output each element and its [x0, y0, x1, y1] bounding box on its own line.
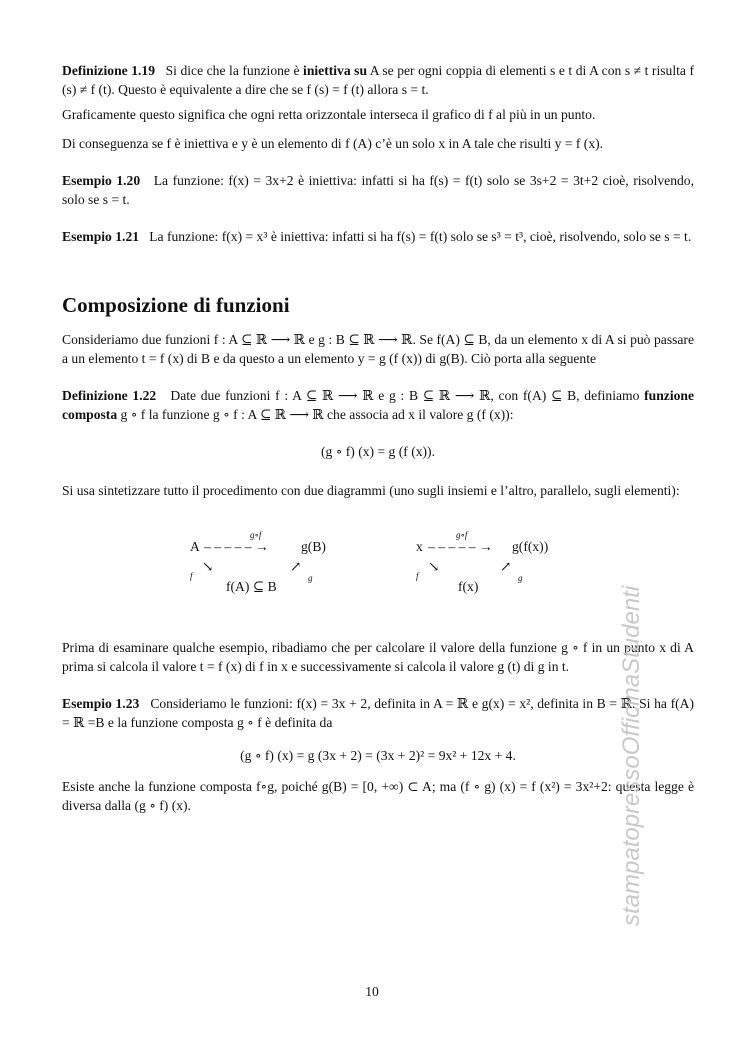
example-label: Esempio 1.21 — [62, 229, 140, 244]
diagram-top-label: g∘f — [250, 530, 262, 540]
definition-text: Date due funzioni f : A ⊆ ℝ ⟶ ℝ e g : B ⊆ ℝ ⟶ ℝ, con f(A) ⊆ B, definiamo — [170, 388, 645, 403]
example-text: Consideriamo le funzioni: f(x) = 3x + 2, definita in A = ℝ e g(x) = x², definita in B = ℝ. Si ha f(A) = ℝ =B e la funzione composta g ∘ f è definita da — [62, 696, 694, 730]
arrow-up-icon: ↗ — [500, 559, 512, 574]
definition-bold-term: iniettiva su — [303, 63, 367, 78]
example-1-23 — [62, 694, 694, 732]
diagram-right: g(f(x)) — [512, 539, 549, 554]
definition-text-cont: g ∘ f la funzione g ∘ f : A ⊆ ℝ ⟶ ℝ che associa ad x il valore g (f (x)): — [117, 407, 514, 422]
definition-text: Si dice che la funzione è — [165, 63, 304, 78]
diagram-bottom: f(x) — [458, 579, 479, 594]
diagram-dashed-arrow: – – – – – → — [204, 539, 269, 554]
diagram-label-f: f — [416, 571, 419, 581]
arrow-down-icon: ↘ — [202, 559, 214, 574]
paragraph-consider: Consideriamo due funzioni f : A ⊆ ℝ ⟶ ℝ e g : B ⊆ ℝ ⟶ ℝ. Se f(A) ⊆ B, da un elemento x di A si può passare a un elemento t = f (x) di B e da questo a un elemento y = g (f (x)) di g(B). Ciò porta alla seguente — [62, 332, 694, 366]
diagram-label-f: f — [190, 571, 193, 581]
example-text: La funzione: f(x) = 3x+2 è iniettiva: infatti si ha f(s) = f(t) solo se 3s+2 = 3t+2 cioè, risolvendo, solo se s = t. — [62, 173, 694, 207]
arrow-up-icon: ↗ — [290, 559, 302, 574]
page-content — [62, 61, 694, 815]
example-1-21 — [62, 227, 694, 246]
example-label: Esempio 1.23 — [62, 696, 140, 711]
formula-composition: (g ∘ f) (x) = g (f (x)). — [321, 444, 435, 459]
formula-example: (g ∘ f) (x) = g (3x + 2) = (3x + 2)² = 9x² + 12x + 4. — [240, 748, 516, 763]
diagram-left: A — [190, 539, 200, 554]
definition-1-22 — [62, 386, 694, 424]
section-title: Composizione di funzioni — [62, 293, 290, 317]
example-text: La funzione: f(x) = x³ è iniettiva: infatti si ha f(s) = f(t) solo se s³ = t³, cioè, risolvendo, solo se s = t. — [149, 229, 692, 244]
diagram-right: g(B) — [301, 539, 326, 554]
paragraph-exists: Esiste anche la funzione composta f∘g, poiché g(B) = [0, +∞) ⊂ A; ma (f ∘ g) (x) = f (x²) = 3x²+2: questa legge è diversa dalla (g ∘ f) (x). — [62, 779, 694, 813]
example-label: Esempio 1.20 — [62, 173, 141, 188]
example-1-20 — [62, 171, 694, 209]
arrow-down-icon: ↘ — [428, 559, 440, 574]
diagram-label-g: g — [518, 573, 523, 583]
definition-bold-term: funzione composta — [62, 388, 694, 422]
diagram-left: x — [416, 539, 423, 554]
diagrams — [62, 510, 694, 620]
paragraph-graphic: Graficamente questo significa che ogni retta orizzontale interseca il grafico di f al più in un punto. — [62, 107, 596, 122]
paragraph-diagrams: Si usa sintetizzare tutto il procedimento con due diagrammi (uno sugli insiemi e l’altro, parallelo, sugli elementi): — [62, 483, 680, 498]
diagram-label-g: g — [308, 573, 313, 583]
paragraph-before: Prima di esaminare qualche esempio, ribadiamo che per calcolare il valore della funzione g ∘ f in un punto x di A prima si calcola il valore t = f (x) di f in x e successivamente si calcola il valore g (t) di g in t. — [62, 640, 694, 674]
diagram-top-label: g∘f — [456, 530, 468, 540]
definition-label: Definizione 1.22 — [62, 388, 157, 403]
paragraph-consequence: Di conseguenza se f è iniettiva e y è un elemento di f (A) c’è un solo x in A tale che risulti y = f (x). — [62, 136, 604, 151]
diagram-bottom: f(A) ⊆ B — [226, 579, 277, 594]
diagram-dashed-arrow: – – – – – → — [428, 539, 493, 554]
definition-1-19 — [62, 61, 694, 99]
watermark: stampatopressoOfficinaStudenti — [618, 585, 645, 926]
page-number: 10 — [365, 984, 379, 999]
definition-text-cont: A se per ogni coppia di elementi s e t di A con s ≠ t risulta f (s) ≠ f (t). Questo è equivalente a dire che se f (s) = f (t) allora s = t. — [62, 63, 694, 97]
definition-label: Definizione 1.19 — [62, 63, 156, 78]
